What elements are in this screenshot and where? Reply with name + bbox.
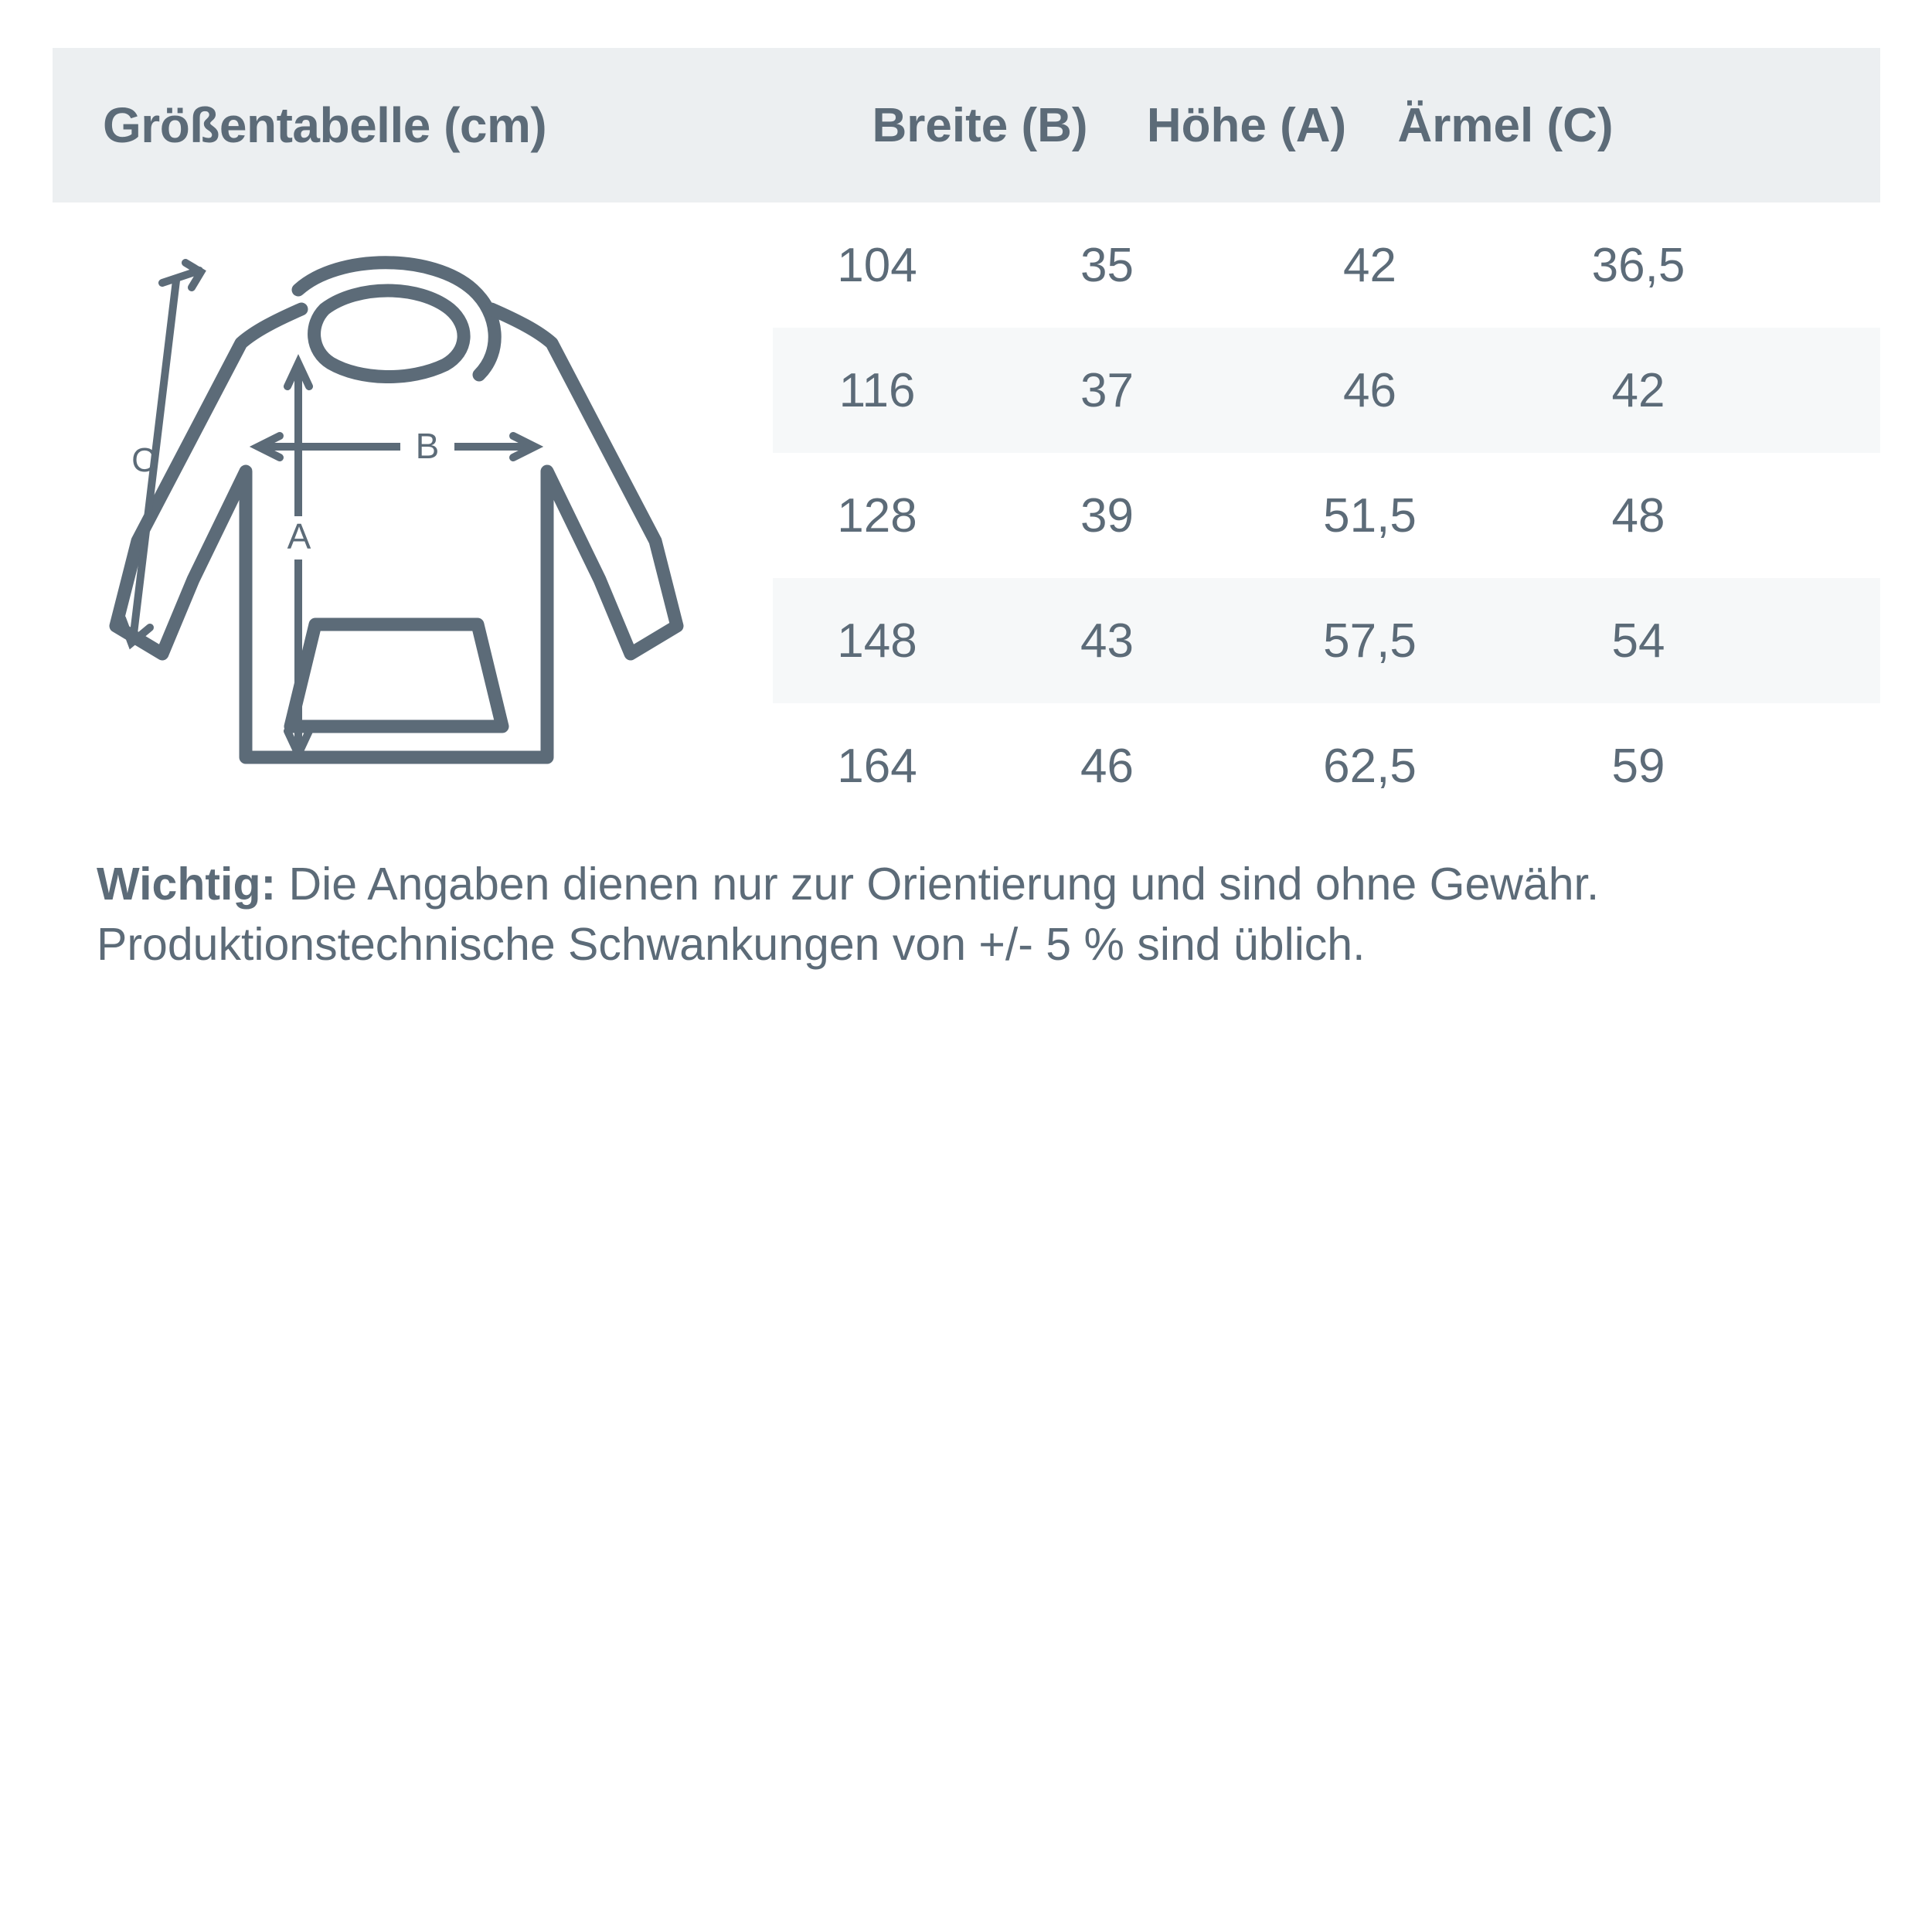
cell-height: 62,5 bbox=[1323, 739, 1417, 793]
column-header-width: Breite (B) bbox=[872, 98, 1088, 152]
cell-height: 51,5 bbox=[1323, 488, 1417, 543]
disclaimer-text: Die Angaben dienen nur zur Orientierung und sind ohne Gewähr. Produktionstechnische Schwankungen von +/- 5 % sind üblich. bbox=[97, 859, 1600, 971]
cell-width: 46 bbox=[1080, 739, 1134, 793]
page-title: Größentabelle (cm) bbox=[103, 97, 547, 153]
cell-width: 39 bbox=[1080, 488, 1134, 543]
hoodie-outline-icon bbox=[116, 263, 677, 757]
disclaimer-note bbox=[97, 854, 1866, 975]
cell-size: 164 bbox=[837, 739, 917, 793]
cell-width: 35 bbox=[1080, 238, 1134, 292]
column-header-sleeve: Ärmel (C) bbox=[1397, 98, 1614, 152]
cell-sleeve: 48 bbox=[1611, 488, 1665, 543]
table-header-band bbox=[53, 48, 1880, 202]
cell-size: 104 bbox=[837, 238, 917, 292]
cell-size: 128 bbox=[837, 488, 917, 543]
dimension-b-label: B bbox=[415, 426, 440, 466]
cell-sleeve: 59 bbox=[1611, 739, 1665, 793]
table-row bbox=[773, 328, 1880, 453]
cell-sleeve: 36,5 bbox=[1591, 238, 1685, 292]
table-row bbox=[773, 578, 1880, 703]
cell-height: 46 bbox=[1343, 363, 1396, 417]
column-headers bbox=[841, 48, 1880, 202]
table-row bbox=[773, 453, 1880, 578]
table-row bbox=[773, 202, 1880, 328]
cell-height: 42 bbox=[1343, 238, 1396, 292]
cell-height: 57,5 bbox=[1323, 614, 1417, 668]
size-table bbox=[773, 202, 1880, 828]
table-row bbox=[773, 703, 1880, 828]
dimension-a-label: A bbox=[287, 516, 311, 556]
cell-sleeve: 42 bbox=[1611, 363, 1665, 417]
column-header-height: Höhe (A) bbox=[1146, 98, 1347, 152]
cell-width: 43 bbox=[1080, 614, 1134, 668]
cell-size: 116 bbox=[838, 363, 916, 417]
cell-width: 37 bbox=[1080, 363, 1134, 417]
cell-sleeve: 54 bbox=[1611, 614, 1665, 668]
disclaimer-lead: Wichtig: bbox=[97, 859, 277, 910]
cell-size: 148 bbox=[837, 614, 917, 668]
dimension-c-label: C bbox=[131, 441, 156, 479]
hoodie-measurement-illustration bbox=[70, 216, 781, 827]
